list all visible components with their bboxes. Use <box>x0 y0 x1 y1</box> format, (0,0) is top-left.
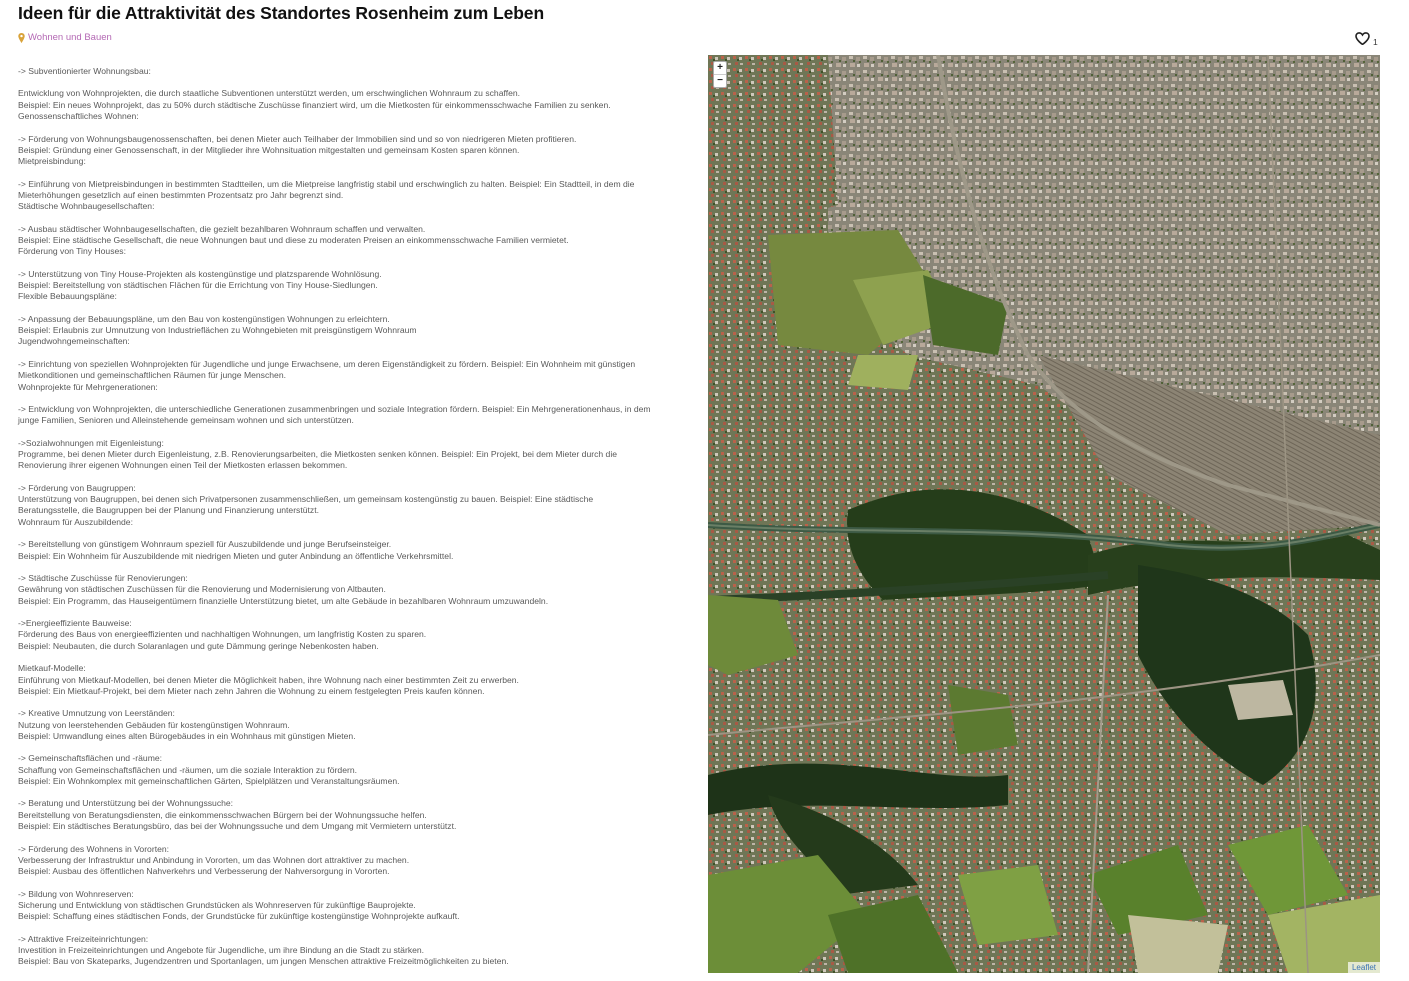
map-view[interactable] <box>708 55 1380 973</box>
category-label: Wohnen und Bauen <box>28 32 112 43</box>
aerial-map-image <box>708 55 1380 973</box>
idea-line: Beispiel: Eine städtische Gesellschaft, die neue Wohnungen baut und diese zu moderaten Preisen an einkommensschwache Familien vermietet. <box>18 235 569 246</box>
idea-paragraph <box>18 753 698 787</box>
idea-line: Sicherung und Entwicklung von städtischen Grundstücken als Wohnreserven für zukünftige Bauprojekte. <box>18 899 416 910</box>
idea-line: Bereitstellung von Beratungsdiensten, die einkommensschwachen Bürgern bei der Wohnungssuche helfen. <box>18 809 427 820</box>
idea-line: Gewährung von städtischen Zuschüssen für die Renovierung und Modernisierung von Altbauten. <box>18 584 386 595</box>
idea-paragraph <box>18 663 698 697</box>
idea-line: Beispiel: Neubauten, die durch Solaranlagen und gute Dämmung geringe Nebenkosten haben. <box>18 640 379 651</box>
location-pin-icon <box>18 33 25 43</box>
idea-line: Beispiel: Ein Wohnheim für Auszubildende mit niedrigen Mieten und guter Anbindung an öffentliche Verkehrsmittel. <box>18 550 454 561</box>
idea-line: Beispiel: Erlaubnis zur Umnutzung von Industrieflächen zu Wohngebieten mit preisgünstigem Wohnraum <box>18 325 417 336</box>
idea-line: -> Förderung des Wohnens in Vororten: <box>18 843 170 854</box>
idea-line: ->Energieeffiziente Bauweise: <box>18 618 132 629</box>
like-count: 1 <box>1373 37 1378 47</box>
idea-paragraph <box>18 88 698 122</box>
idea-paragraph <box>18 314 698 348</box>
idea-line: Genossenschaftliches Wohnen: <box>18 111 139 122</box>
idea-paragraph <box>18 483 698 528</box>
zoom-in-button[interactable]: + <box>717 62 723 73</box>
idea-line: Beispiel: Ein städtisches Beratungsbüro, das bei der Wohnungssuche und dem Umgang mit Vermietern unterstützt. <box>18 821 457 832</box>
idea-line: Beispiel: Bau von Skateparks, Jugendzentren und Sportanlagen, um jungen Menschen attraktive Freizeitmöglichkeiten zu bieten. <box>18 956 509 967</box>
idea-line: Jugendwohngemeinschaften: <box>18 336 130 347</box>
idea-paragraph <box>18 889 698 923</box>
idea-line: -> Bereitstellung von günstigem Wohnraum speziell für Auszubildende und junge Berufseinsteiger. <box>18 539 392 550</box>
idea-line: Beispiel: Ein Programm, das Hauseigentümern finanzielle Unterstützung bietet, um alte Gebäude in bezahlbaren Wohnraum umzuwandeln. <box>18 595 549 606</box>
idea-line: Verbesserung der Infrastruktur und Anbindung in Vororten, um das Wohnen dort attraktiver zu machen. <box>18 854 410 865</box>
idea-line: Wohnprojekte für Mehrgenerationen: <box>18 381 158 392</box>
idea-line: Nutzung von leerstehenden Gebäuden für kostengünstigen Wohnraum. <box>18 719 290 730</box>
idea-line: -> Beratung und Unterstützung bei der Wohnungssuche: <box>18 798 234 809</box>
idea-line: -> Anpassung der Bebauungspläne, um den Bau von kostengünstigen Wohnungen zu erleichtern. <box>18 313 390 324</box>
idea-line: -> Unterstützung von Tiny House-Projekten als kostengünstige und platzsparende Wohnlösung. <box>18 268 382 279</box>
idea-line: Einführung von Mietkauf-Modellen, bei denen Mieter die Möglichkeit haben, ihre Wohnung nach einer bestimmten Zeit zu erwerben. <box>18 674 519 685</box>
idea-line: Städtische Wohnbaugesellschaften: <box>18 201 155 212</box>
idea-paragraph <box>18 66 698 77</box>
idea-line: Beispiel: Ein Mietkauf-Projekt, bei dem Mieter nach zehn Jahren die Wohnung zu einem festgelegten Preis kaufen können. <box>18 685 485 696</box>
idea-line: -> Städtische Zuschüsse für Renovierungen: <box>18 573 188 584</box>
idea-line: Wohnraum für Auszubildende: <box>18 516 133 527</box>
idea-line: Beispiel: Ausbau des öffentlichen Nahverkehrs und Verbesserung der Nahversorgung in Vororten. <box>18 866 390 877</box>
idea-line: Entwicklung von Wohnprojekten, die durch staatliche Subventionen unterstützt werden, um erschwinglichen Wohnraum zu schaffen. <box>18 88 521 99</box>
idea-description <box>18 66 698 979</box>
idea-paragraph <box>18 269 698 303</box>
idea-line: Mietpreisbindung: <box>18 156 86 167</box>
idea-paragraph <box>18 179 698 213</box>
idea-paragraph <box>18 224 698 258</box>
idea-line: Beispiel: Gründung einer Genossenschaft, in der Mitglieder ihre Wohnsituation mitgestalten und gemeinsam Kosten sparen können. <box>18 144 520 155</box>
idea-paragraph <box>18 134 698 168</box>
idea-line: Schaffung von Gemeinschaftsflächen und -räumen, um die soziale Interaktion zu fördern. <box>18 764 358 775</box>
idea-line: -> Kreative Umnutzung von Leerständen: <box>18 708 175 719</box>
idea-line: -> Einrichtung von speziellen Wohnprojekten für Jugendliche und junge Erwachsene, um deren Eigenständigkeit zu fördern. Beispiel: Ein Wohnheim mit günstigen <box>18 358 636 369</box>
idea-line: Programme, bei denen Mieter durch Eigenleistung, z.B. Renovierungsarbeiten, die Mietkosten senken können. Beispiel: Ein Projekt, bei dem Mieter durch die <box>18 449 618 460</box>
idea-line: -> Ausbau städtischer Wohnbaugesellschaften, die gezielt bezahlbaren Wohnraum schaffen und verwalten. <box>18 223 426 234</box>
idea-paragraph <box>18 573 698 607</box>
idea-paragraph <box>18 844 698 878</box>
idea-line: Beispiel: Ein neues Wohnprojekt, das zu 50% durch städtische Zuschüsse finanziert wird, um die Mietkosten für einkommensschwache Familien zu senken. <box>18 99 611 110</box>
category-tag[interactable] <box>18 32 112 43</box>
idea-paragraph <box>18 618 698 652</box>
idea-line: Renovierung ihrer eigenen Wohnungen einen Teil der Mietkosten erlassen bekommen. <box>18 460 348 471</box>
idea-line: junge Familien, Senioren und Alleinstehende gemeinsam wohnen und sich unterstützen. <box>18 415 354 426</box>
idea-paragraph <box>18 438 698 472</box>
idea-line: -> Bildung von Wohnreserven: <box>18 888 134 899</box>
idea-paragraph <box>18 708 698 742</box>
idea-line: Beratungsstelle, die Baugruppen bei der Planung und Finanzierung unterstützt. <box>18 505 319 516</box>
like-button[interactable] <box>1355 32 1378 47</box>
idea-line: Flexible Bebauungspläne: <box>18 291 117 302</box>
idea-line: Förderung des Baus von energieeffizienten und nachhaltigen Wohnungen, um langfristig Kosten zu sparen. <box>18 629 427 640</box>
idea-line: Beispiel: Ein Wohnkomplex mit gemeinschaftlichen Gärten, Spielplätzen und Veranstaltungsräumen. <box>18 775 400 786</box>
idea-line: Mieterhöhungen gesetzlich auf einen bestimmten Prozentsatz pro Jahr begrenzt sind. <box>18 189 344 200</box>
idea-line: -> Subventionierter Wohnungsbau: <box>18 66 151 76</box>
idea-line: -> Gemeinschaftsflächen und -räume: <box>18 753 163 764</box>
idea-line: Mietkonditionen und gemeinschaftlichen Räumen für junge Menschen. <box>18 370 287 381</box>
idea-line: -> Förderung von Baugruppen: <box>18 482 136 493</box>
idea-line: Unterstützung von Baugruppen, bei denen sich Privatpersonen zusammenschließen, um gemeinsam kostengünstig zu bauen. Beispiel: Eine städtische <box>18 494 594 505</box>
map-attribution-link[interactable]: Leaflet <box>1348 962 1380 973</box>
idea-line: -> Einführung von Mietpreisbindungen in bestimmten Stadtteilen, um die Mietpreise langfristig stabil und erschwinglich zu halten. Beispiel: Ein Stadtteil, in dem die <box>18 178 635 189</box>
heart-icon <box>1355 32 1370 45</box>
idea-paragraph <box>18 934 698 968</box>
idea-line: ->Sozialwohnungen mit Eigenleistung: <box>18 437 164 448</box>
idea-line: -> Förderung von Wohnungsbaugenossenschaften, bei denen Mieter auch Teilhaber der Immobilien sind und so von niedrigeren Mieten profitieren. <box>18 133 577 144</box>
page-title: Ideen für die Attraktivität des Standortes Rosenheim zum Leben <box>18 3 545 23</box>
idea-line: -> Attraktive Freizeiteinrichtungen: <box>18 933 149 944</box>
idea-paragraph <box>18 404 698 427</box>
idea-line: Investition in Freizeiteinrichtungen und Angebote für Jugendliche, um ihre Bindung an die Stadt zu stärken. <box>18 944 425 955</box>
zoom-out-button[interactable]: − <box>714 74 726 87</box>
idea-line: Beispiel: Umwandlung eines alten Bürogebäudes in ein Wohnhaus mit günstigen Mieten. <box>18 730 356 741</box>
idea-paragraph <box>18 798 698 832</box>
idea-line: Beispiel: Bereitstellung von städtischen Flächen für die Errichtung von Tiny House-Siedlungen. <box>18 280 378 291</box>
zoom-control <box>713 61 727 88</box>
idea-paragraph <box>18 359 698 393</box>
idea-line: Förderung von Tiny Houses: <box>18 246 126 257</box>
idea-line: Beispiel: Schaffung eines städtischen Fonds, der Grundstücke für zukünftige kostengünstige Wohnprojekte aufkauft. <box>18 911 460 922</box>
idea-paragraph <box>18 539 698 562</box>
idea-line: Mietkauf-Modelle: <box>18 663 86 674</box>
idea-line: -> Entwicklung von Wohnprojekten, die unterschiedliche Generationen zusammenbringen und soziale Integration fördern. Beispiel: Ein Mehrgenerationenhaus, in dem <box>18 404 651 415</box>
